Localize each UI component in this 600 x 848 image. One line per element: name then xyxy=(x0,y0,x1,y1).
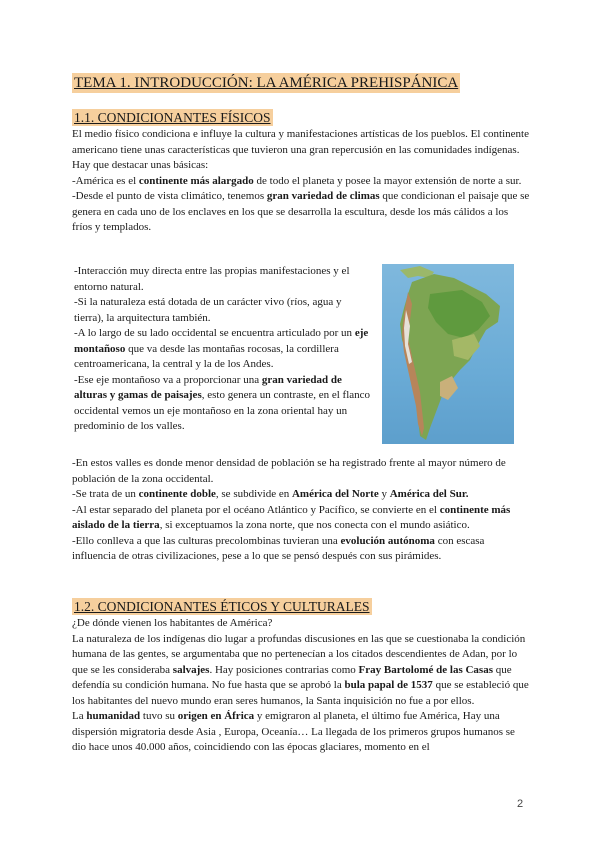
population-text-block xyxy=(72,456,530,565)
bullet-mountain-axis: -A lo largo de su lado occidental se encuentra articulado por un eje montañoso que va desde las montañas rocosas, la cordillera centroamericana, la central y la de los Andes. xyxy=(74,327,369,370)
section-heading-ethical: 1.2. CONDICIONANTES ÉTICOS Y CULTURALES xyxy=(74,599,370,614)
paragraph-origin: La humanidad tuvo su origen en África y emigraron al planeta, el último fue América, Hay una dispersión migratoria desde Asia , Europa, Oceanía… La llegada de los primeros grupos humanos se dio hace unos 40.000 años, coincidiendo con las épocas glaciares, momento en el xyxy=(72,710,515,753)
bullet-isolated: -Al estar separado del planeta por el océano Atlántico y Pacífico, se convierte en el continente más aislado de la tierra, si exceptuamos la zona norte, que nos conecta con el mundo asiático. xyxy=(72,503,511,531)
bullet-landscapes: -Ese eje montañoso va a proporcionar una gran variedad de alturas y gamas de paisajes, esto genera un contraste, en el flanco occidental vemos un eje montañoso en la zona oriental hay un predominio de los valles. xyxy=(74,373,371,432)
south-america-map-graphic xyxy=(382,264,514,444)
bullet-valleys: -En estos valles es donde menor densidad de población se ha registrado frente al mayor número de población de la zona occidental. xyxy=(72,457,506,485)
section-heading-physical: 1.1. CONDICIONANTES FÍSICOS xyxy=(74,110,271,125)
bullet-nature: -Si la naturaleza está dotada de un carácter vivo (ríos, agua y tierra), la arquitectura también. xyxy=(74,296,342,324)
intro-paragraph-block xyxy=(72,127,530,236)
page-title: TEMA 1. INTRODUCCIÓN: LA AMÉRICA PREHISPÁNICA xyxy=(74,75,459,91)
south-america-map-image xyxy=(382,264,514,444)
bullet-longest-continent: -América es el continente más alargado de todo el planeta y posee la mayor extensión de norte a sur. xyxy=(72,174,522,187)
bullet-double-continent: -Se trata de un continente doble, se subdivide en América del Norte y América del Sur. xyxy=(72,488,469,500)
question-line: ¿De dónde vienen los habitantes de América? xyxy=(72,617,273,629)
map-side-text xyxy=(74,264,372,435)
paragraph-indigenous: La naturaleza de los indígenas dio lugar a profundas discusiones en las que se cuestionaba la condición humana de las gentes, se argumentaba que no pertenecían a los citados descendientes de Adan, por lo que se les consideraba salvajes. Hay posiciones contrarias como Fray Bartolomé de las Casas que defendía su condición humana. No fue hasta que se aprobó la bula papal de 1537 que se estableció que los habitantes del nuevo mundo eran seres humanos, la Santa inquisición no fue a por ellos. xyxy=(72,632,529,707)
page-number: 2 xyxy=(517,798,524,810)
ethical-text-block xyxy=(72,616,530,756)
bullet-climates: -Desde el punto de vista climático, tenemos gran variedad de climas que condicionan el paisaje que se genera en cada uno de los enclaves en los que se desarrolla la escultura, desde los más cálidos a los fríos y templados. xyxy=(72,190,530,233)
intro-paragraph: El medio físico condiciona e influye la cultura y manifestaciones artísticas de los pueblos. El continente americano tiene unas características que tuvieron una gran repercusión en las comunidades indígenas. Hay que destacar unas básicas: xyxy=(72,128,529,171)
bullet-autonomous: -Ello conlleva a que las culturas precolombinas tuvieran una evolución autónoma con escasa influencia de otras civilizaciones, pese a lo que se pensó después con sus pirámides. xyxy=(72,534,485,562)
bullet-interaction: -Interacción muy directa entre las propias manifestaciones y el entorno natural. xyxy=(74,265,350,293)
